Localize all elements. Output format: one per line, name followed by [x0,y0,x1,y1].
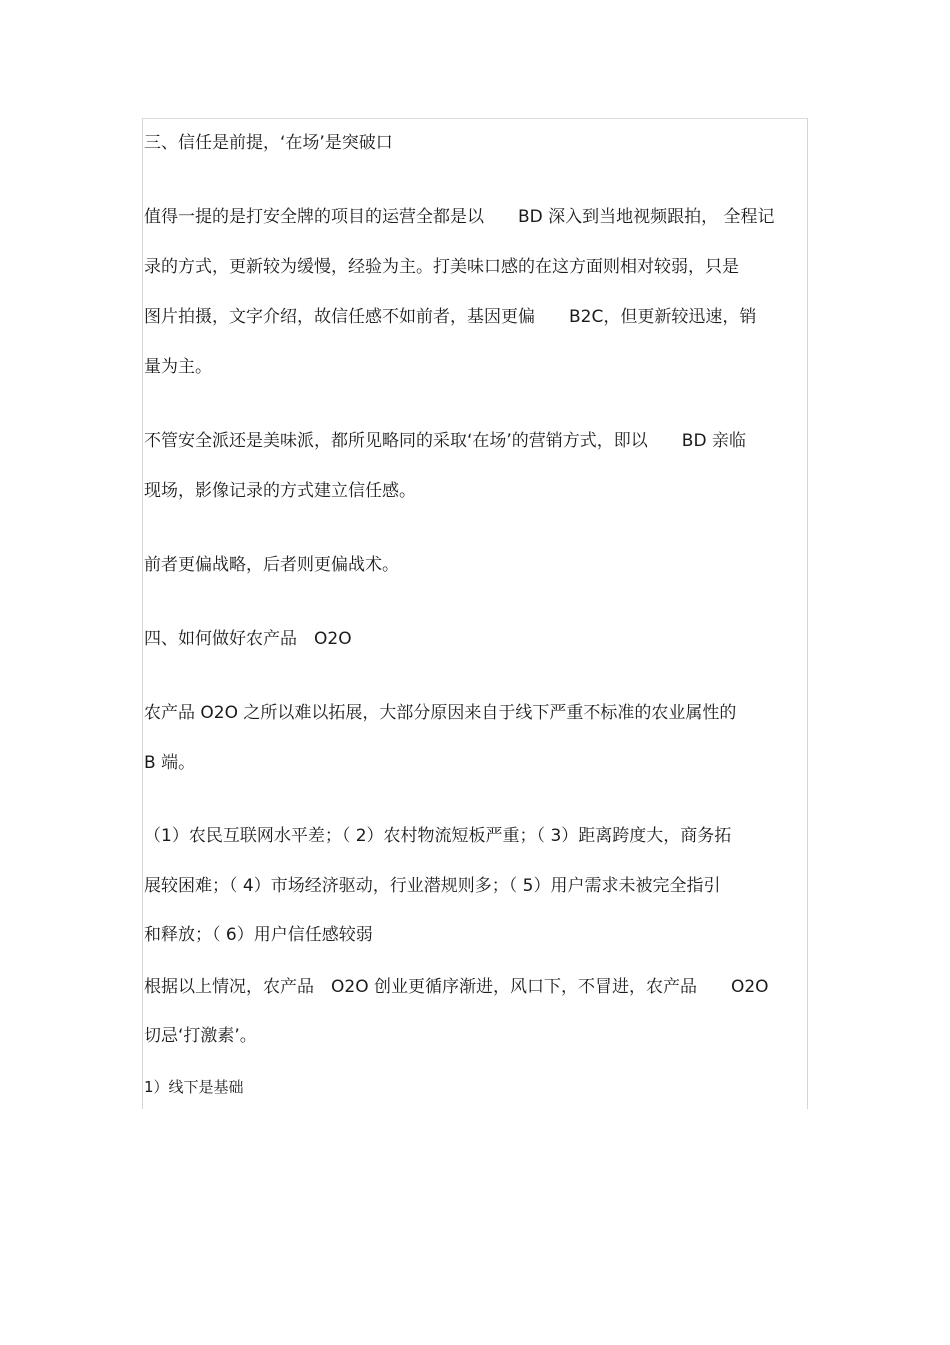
paragraph-line: 根据以上情况，农产品 O2O 创业更循序渐进，风口下，不冒进，农产品 O2O [144,977,769,997]
list-line: 和释放；（ 6）用户信任感较弱 [144,925,373,945]
heading-section-3: 三、信任是前提，‘在场’是突破口 [144,133,393,153]
paragraph-line: 现场，影像记录的方式建立信任感。 [144,481,416,501]
list-line: （1）农民互联网水平差；（ 2）农村物流短板严重；（ 3）距离跨度大，商务拓 [144,826,732,846]
list-line: 展较困难；（ 4）市场经济驱动，行业潜规则多；（ 5）用户需求未被完全指引 [144,876,721,896]
paragraph-line: 不管安全派还是美味派，都所见略同的采取‘在场’的营销方式，即以 BD 亲临 [144,431,746,451]
paragraph-line: 量为主。 [144,357,212,377]
paragraph-line: 值得一提的是打安全牌的项目的运营全都是以 BD 深入到当地视频跟拍， 全程记 [144,207,775,227]
heading-section-4: 四、如何做好农产品 O2O [144,629,352,649]
paragraph-line: 录的方式，更新较为缓慢，经验为主。打美味口感的在这方面则相对较弱，只是 [144,257,739,277]
paragraph-line: B 端。 [144,753,196,773]
paragraph-line: 图片拍摄，文字介绍，故信任感不如前者，基因更偏 B2C，但更新较迅速，销 [144,307,757,327]
subheading-offline-basis: 1）线下是基础 [144,1078,244,1096]
paragraph-line: 前者更偏战略，后者则更偏战术。 [144,555,399,575]
paragraph-line: 农产品 O2O 之所以难以拓展，大部分原因来自于线下严重不标准的农业属性的 [144,703,737,723]
paragraph-line: 切忌‘打激素’。 [144,1026,257,1046]
